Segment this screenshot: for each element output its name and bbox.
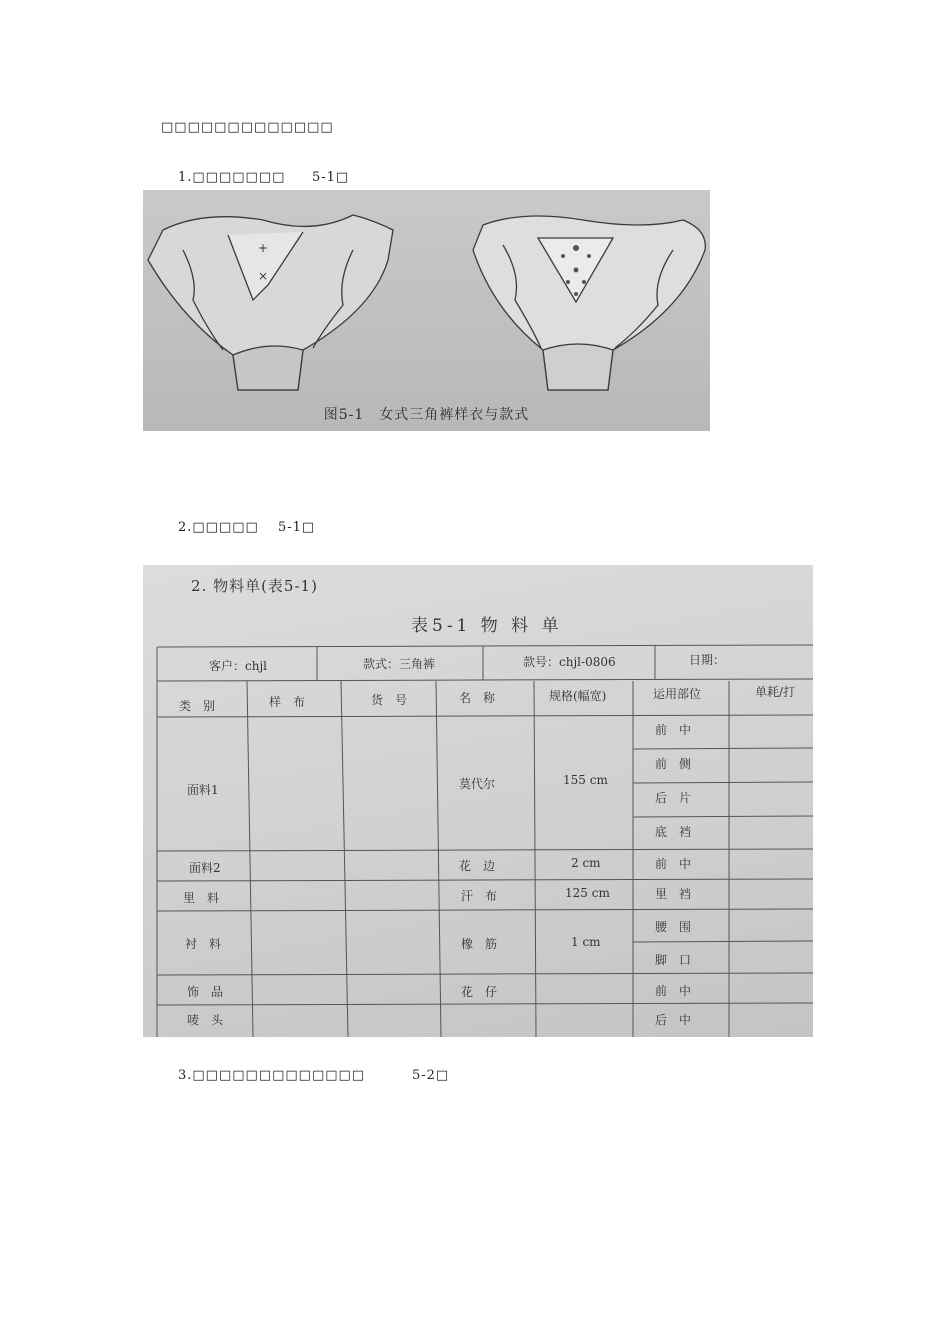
item3-ref: 5-2□ <box>412 1068 450 1083</box>
row-interlining-name: 橡 筋 <box>461 937 498 951</box>
table-section-heading: 2. 物料单(表5-1) <box>191 577 318 595</box>
row-interlining-part: 脚 口 <box>655 953 692 967</box>
row-lining-part: 里 裆 <box>655 887 692 901</box>
header-name: 名 称 <box>459 691 496 705</box>
item3-label: 3.□□□□□□□□□□□□□ <box>178 1068 366 1083</box>
row-interlining-part: 腰 围 <box>655 920 692 934</box>
svg-text:×: × <box>258 269 269 283</box>
row-lining-spec: 125 cm <box>565 886 610 900</box>
info-date: 日期： <box>689 653 726 667</box>
row-interlining-category: 衬 料 <box>185 937 222 951</box>
row-fabric2-part: 前 中 <box>655 857 692 871</box>
item1-ref: 5-1□ <box>312 170 350 185</box>
info-customer: 客户：chjl <box>209 659 268 673</box>
row-lining-name: 汗 布 <box>461 889 498 903</box>
row-fabric1-part: 底 裆 <box>655 825 692 839</box>
row-fabric2-spec: 2 cm <box>571 856 601 870</box>
row-lining-category: 里 料 <box>183 891 220 905</box>
figure-caption: 图5-1 女式三角裤样衣与款式 <box>323 407 530 423</box>
info-style: 款式：三角裤 <box>363 657 436 671</box>
row-fabric1-name: 莫代尔 <box>459 777 496 791</box>
table-5-1-photo <box>143 565 813 1037</box>
item2-ref: 5-1□ <box>278 520 316 535</box>
item2-label: 2.□□□□□ <box>178 520 259 535</box>
header-spec: 规格(幅宽) <box>549 689 607 703</box>
header-consumption: 单耗/打 <box>755 685 796 699</box>
intro-text: □□□□□□□□□□□□□ <box>161 120 334 135</box>
header-sample: 样 布 <box>269 695 306 709</box>
row-fabric2-name: 花 边 <box>459 859 496 873</box>
row-label-part: 后 中 <box>655 1013 692 1027</box>
header-category: 类 别 <box>179 699 216 713</box>
row-fabric1-category: 面料1 <box>187 783 219 797</box>
item1-label: 1.□□□□□□□ <box>178 170 286 185</box>
table-grid-lines <box>143 565 813 1037</box>
row-fabric1-part: 前 中 <box>655 723 692 737</box>
row-fabric2-category: 面料2 <box>189 861 221 875</box>
row-label-category: 唛 头 <box>187 1013 224 1027</box>
info-style-no: 款号：chjl-0806 <box>523 655 616 669</box>
row-fabric1-spec: 155 cm <box>563 773 608 787</box>
header-item-no: 货 号 <box>371 693 408 707</box>
row-fabric1-part: 前 侧 <box>655 757 692 771</box>
row-accessory-name: 花 仔 <box>461 985 498 999</box>
row-fabric1-part: 后 片 <box>655 791 692 805</box>
row-interlining-spec: 1 cm <box>571 935 601 949</box>
table-title: 表5-1 物 料 单 <box>411 616 563 636</box>
figure-5-1-photo <box>143 190 710 431</box>
row-accessory-part: 前 中 <box>655 984 692 998</box>
svg-text:+: + <box>258 241 269 255</box>
header-parts: 运用部位 <box>653 687 702 701</box>
row-accessory-category: 饰 品 <box>187 985 224 999</box>
garment-illustrations <box>143 190 710 431</box>
